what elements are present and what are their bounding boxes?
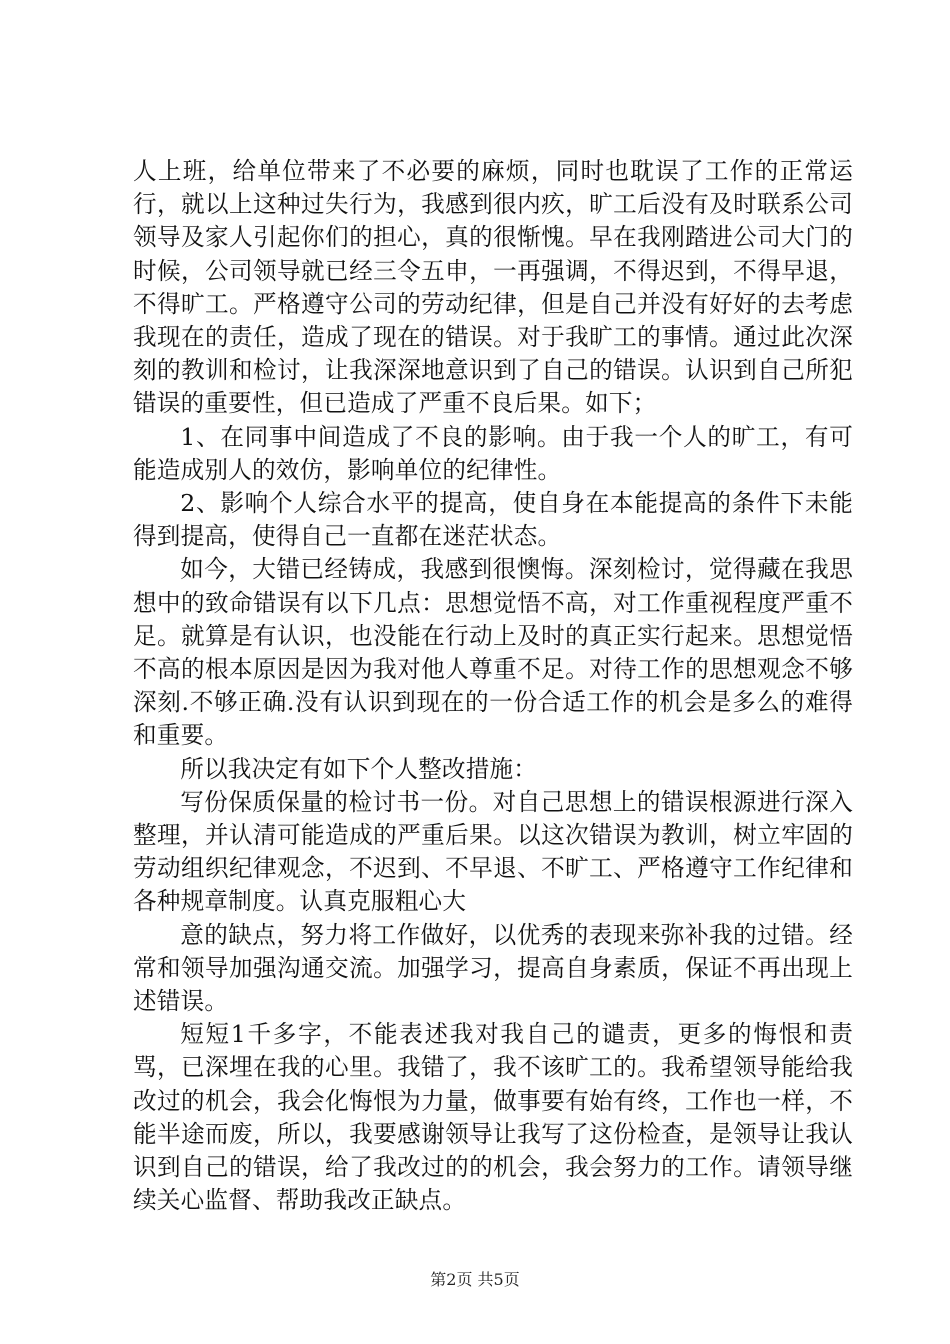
paragraph: 意的缺点，努力将工作做好，以优秀的表现来弥补我的过错。经常和领导加强沟通交流。加强学习，提高自身素质，保证不再出现上述错误。 bbox=[133, 920, 853, 1016]
paragraph: 人上班，给单位带来了不必要的麻烦，同时也耽误了工作的正常运行，就以上这种过失行为，我感到很内疚，旷工后没有及时联系公司领导及家人引起你们的担心，真的很惭愧。早在我刚踏进公司大门的时候，公司领导就已经三令五申，一再强调，不得迟到，不得早退，不得旷工。严格遵守公司的劳动纪律，但是自己并没有好好的去考虑我现在的责任，造成了现在的错误。对于我旷工的事情。通过此次深刻的教训和检讨，让我深深地意识到了自己的错误。认识到自己所犯错误的重要性，但已造成了严重不良后果。如下； bbox=[133, 157, 853, 418]
page-number-label: 第2页 共5页 bbox=[430, 1270, 520, 1289]
paragraph: 所以我决定有如下个人整改措施： bbox=[180, 754, 538, 783]
page-footer bbox=[0, 1270, 950, 1290]
document-body bbox=[133, 155, 853, 1218]
paragraph: 写份保质保量的检讨书一份。对自己思想上的错误根源进行深入整理，并认清可能造成的严重后果。以这次错误为教训，树立牢固的劳动组织纪律观念，不迟到、不早退、不旷工、严格遵守工作纪律和各种规章制度。认真克服粗心大 bbox=[133, 787, 853, 916]
paragraph: 2、影响个人综合水平的提高，使自身在本能提高的条件下未能得到提高，使得自己一直都在迷茫状态。 bbox=[133, 489, 853, 551]
paragraph: 1、在同事中间造成了不良的影响。由于我一个人的旷工，有可能造成别人的效仿，影响单位的纪律性。 bbox=[133, 422, 853, 484]
paragraph: 如今，大错已经铸成，我感到很懊悔。深刻检讨，觉得藏在我思想中的致命错误有以下几点：思想觉悟不高，对工作重视程度严重不足。就算是有认识，也没能在行动上及时的真正实行起来。思想觉悟不高的根本原因是因为我对他人尊重不足。对待工作的思想观念不够深刻.不够正确.没有认识到现在的一份合适工作的机会是多么的难得和重要。 bbox=[133, 555, 853, 750]
paragraph: 短短1千多字，不能表述我对我自己的谴责，更多的悔恨和责骂，已深埋在我的心里。我错了，我不该旷工的。我希望领导能给我改过的机会，我会化悔恨为力量，做事要有始有终，工作也一样，不能半途而废，所以，我要感谢领导让我写了这份检查，是领导让我认识到自己的错误，给了我改过的的机会，我会努力的工作。请领导继续关心监督、帮助我改正缺点。 bbox=[133, 1020, 853, 1215]
